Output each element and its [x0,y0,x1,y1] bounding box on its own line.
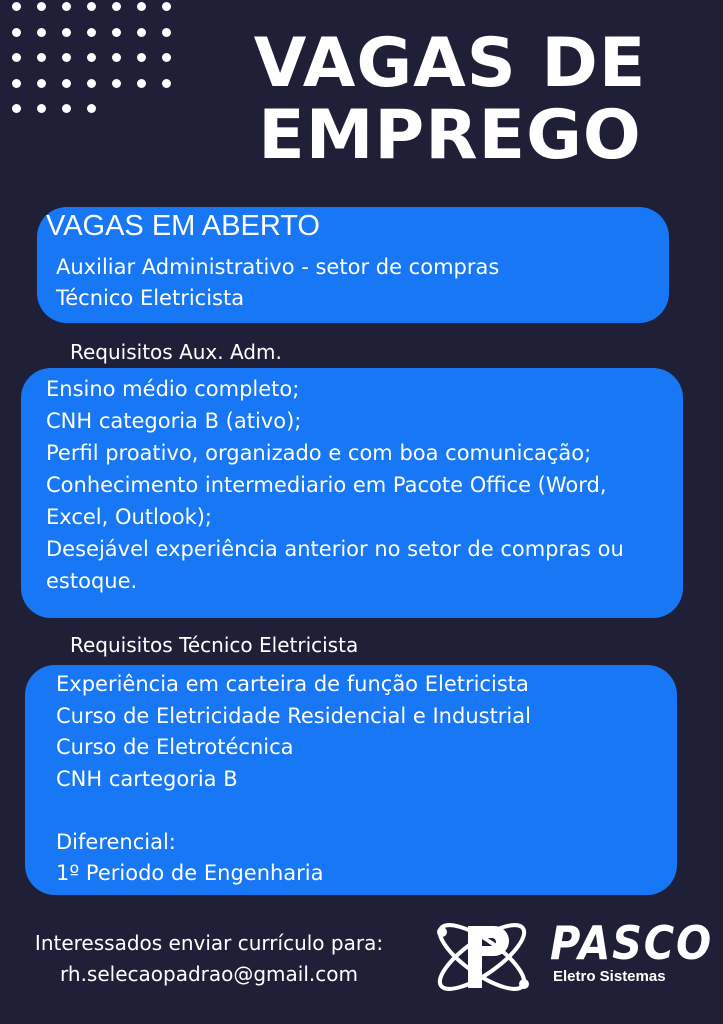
decorative-dot [37,53,46,62]
decorative-dot [112,79,121,88]
list-item: Curso de Eletricidade Residencial e Industrial [56,703,531,728]
list-item: CNH cartegoria B [56,766,238,791]
list-item: Conhecimento intermediario em Pacote Office (Word, [46,473,607,497]
logo-subtitle: Eletro Sistemas [553,968,666,985]
decorative-dot [62,104,71,113]
decorative-dot [62,53,71,62]
list-item: Desejável experiência anterior no setor de compras ou [46,537,624,561]
decorative-dot [62,2,71,11]
decorative-dot [87,79,96,88]
contact-instruction: Interessados enviar currículo para: [34,931,384,955]
decorative-dot [162,28,171,37]
decorative-dot [137,79,146,88]
decorative-dot [87,2,96,11]
decorative-dot [87,104,96,113]
decorative-dot [137,2,146,11]
list-item: Perfil proativo, organizado e com boa comunicação; [46,441,592,465]
admin-requirements-label: Requisitos Aux. Adm. [70,340,282,364]
title-line-1: VAGAS DE [253,24,647,103]
decorative-dot [37,104,46,113]
list-item: estoque. [46,569,138,593]
open-positions-list [56,252,499,314]
decorative-dot [37,2,46,11]
decorative-dot [62,79,71,88]
decorative-dot-grid [8,0,193,130]
list-item: Diferencial: [56,829,176,854]
technician-requirements-label: Requisitos Técnico Eletricista [70,633,359,657]
page-title [200,24,700,175]
admin-requirements-list [46,373,624,597]
list-item: Excel, Outlook); [46,505,213,529]
decorative-dot [137,53,146,62]
title-line-2: EMPREGO [258,96,642,175]
decorative-dot [12,53,21,62]
decorative-dot [12,2,21,11]
decorative-dot [87,53,96,62]
list-item: CNH categoria B (ativo); [46,409,302,433]
decorative-dot [12,79,21,88]
contact-email[interactable]: rh.selecaopadrao@gmail.com [60,962,358,986]
open-positions-heading: VAGAS EM ABERTO [46,210,320,242]
list-item: Ensino médio completo; [46,377,300,401]
logo-name: PASCO [550,916,713,970]
decorative-dot [162,53,171,62]
list-item: Experiência em carteira de função Eletricista [56,672,529,696]
decorative-dot [112,53,121,62]
company-logo [428,912,713,1002]
decorative-dot [137,28,146,37]
list-item: Auxiliar Administrativo - setor de compras [56,255,500,279]
list-item: Curso de Eletrotécnica [56,735,294,759]
decorative-dot [12,104,21,113]
decorative-dot [162,79,171,88]
atom-p-logo-icon [428,912,540,1002]
decorative-dot [112,2,121,11]
technician-requirements-list [56,669,531,890]
decorative-dot [162,2,171,11]
decorative-dot [37,79,46,88]
list-item [56,795,531,827]
decorative-dot [37,28,46,37]
decorative-dot [87,28,96,37]
contact-footer [8,928,410,990]
decorative-dot [12,28,21,37]
decorative-dot [62,28,71,37]
list-item: 1º Periodo de Engenharia [56,861,324,885]
decorative-dot [112,28,121,37]
list-item: Técnico Eletricista [56,286,245,310]
